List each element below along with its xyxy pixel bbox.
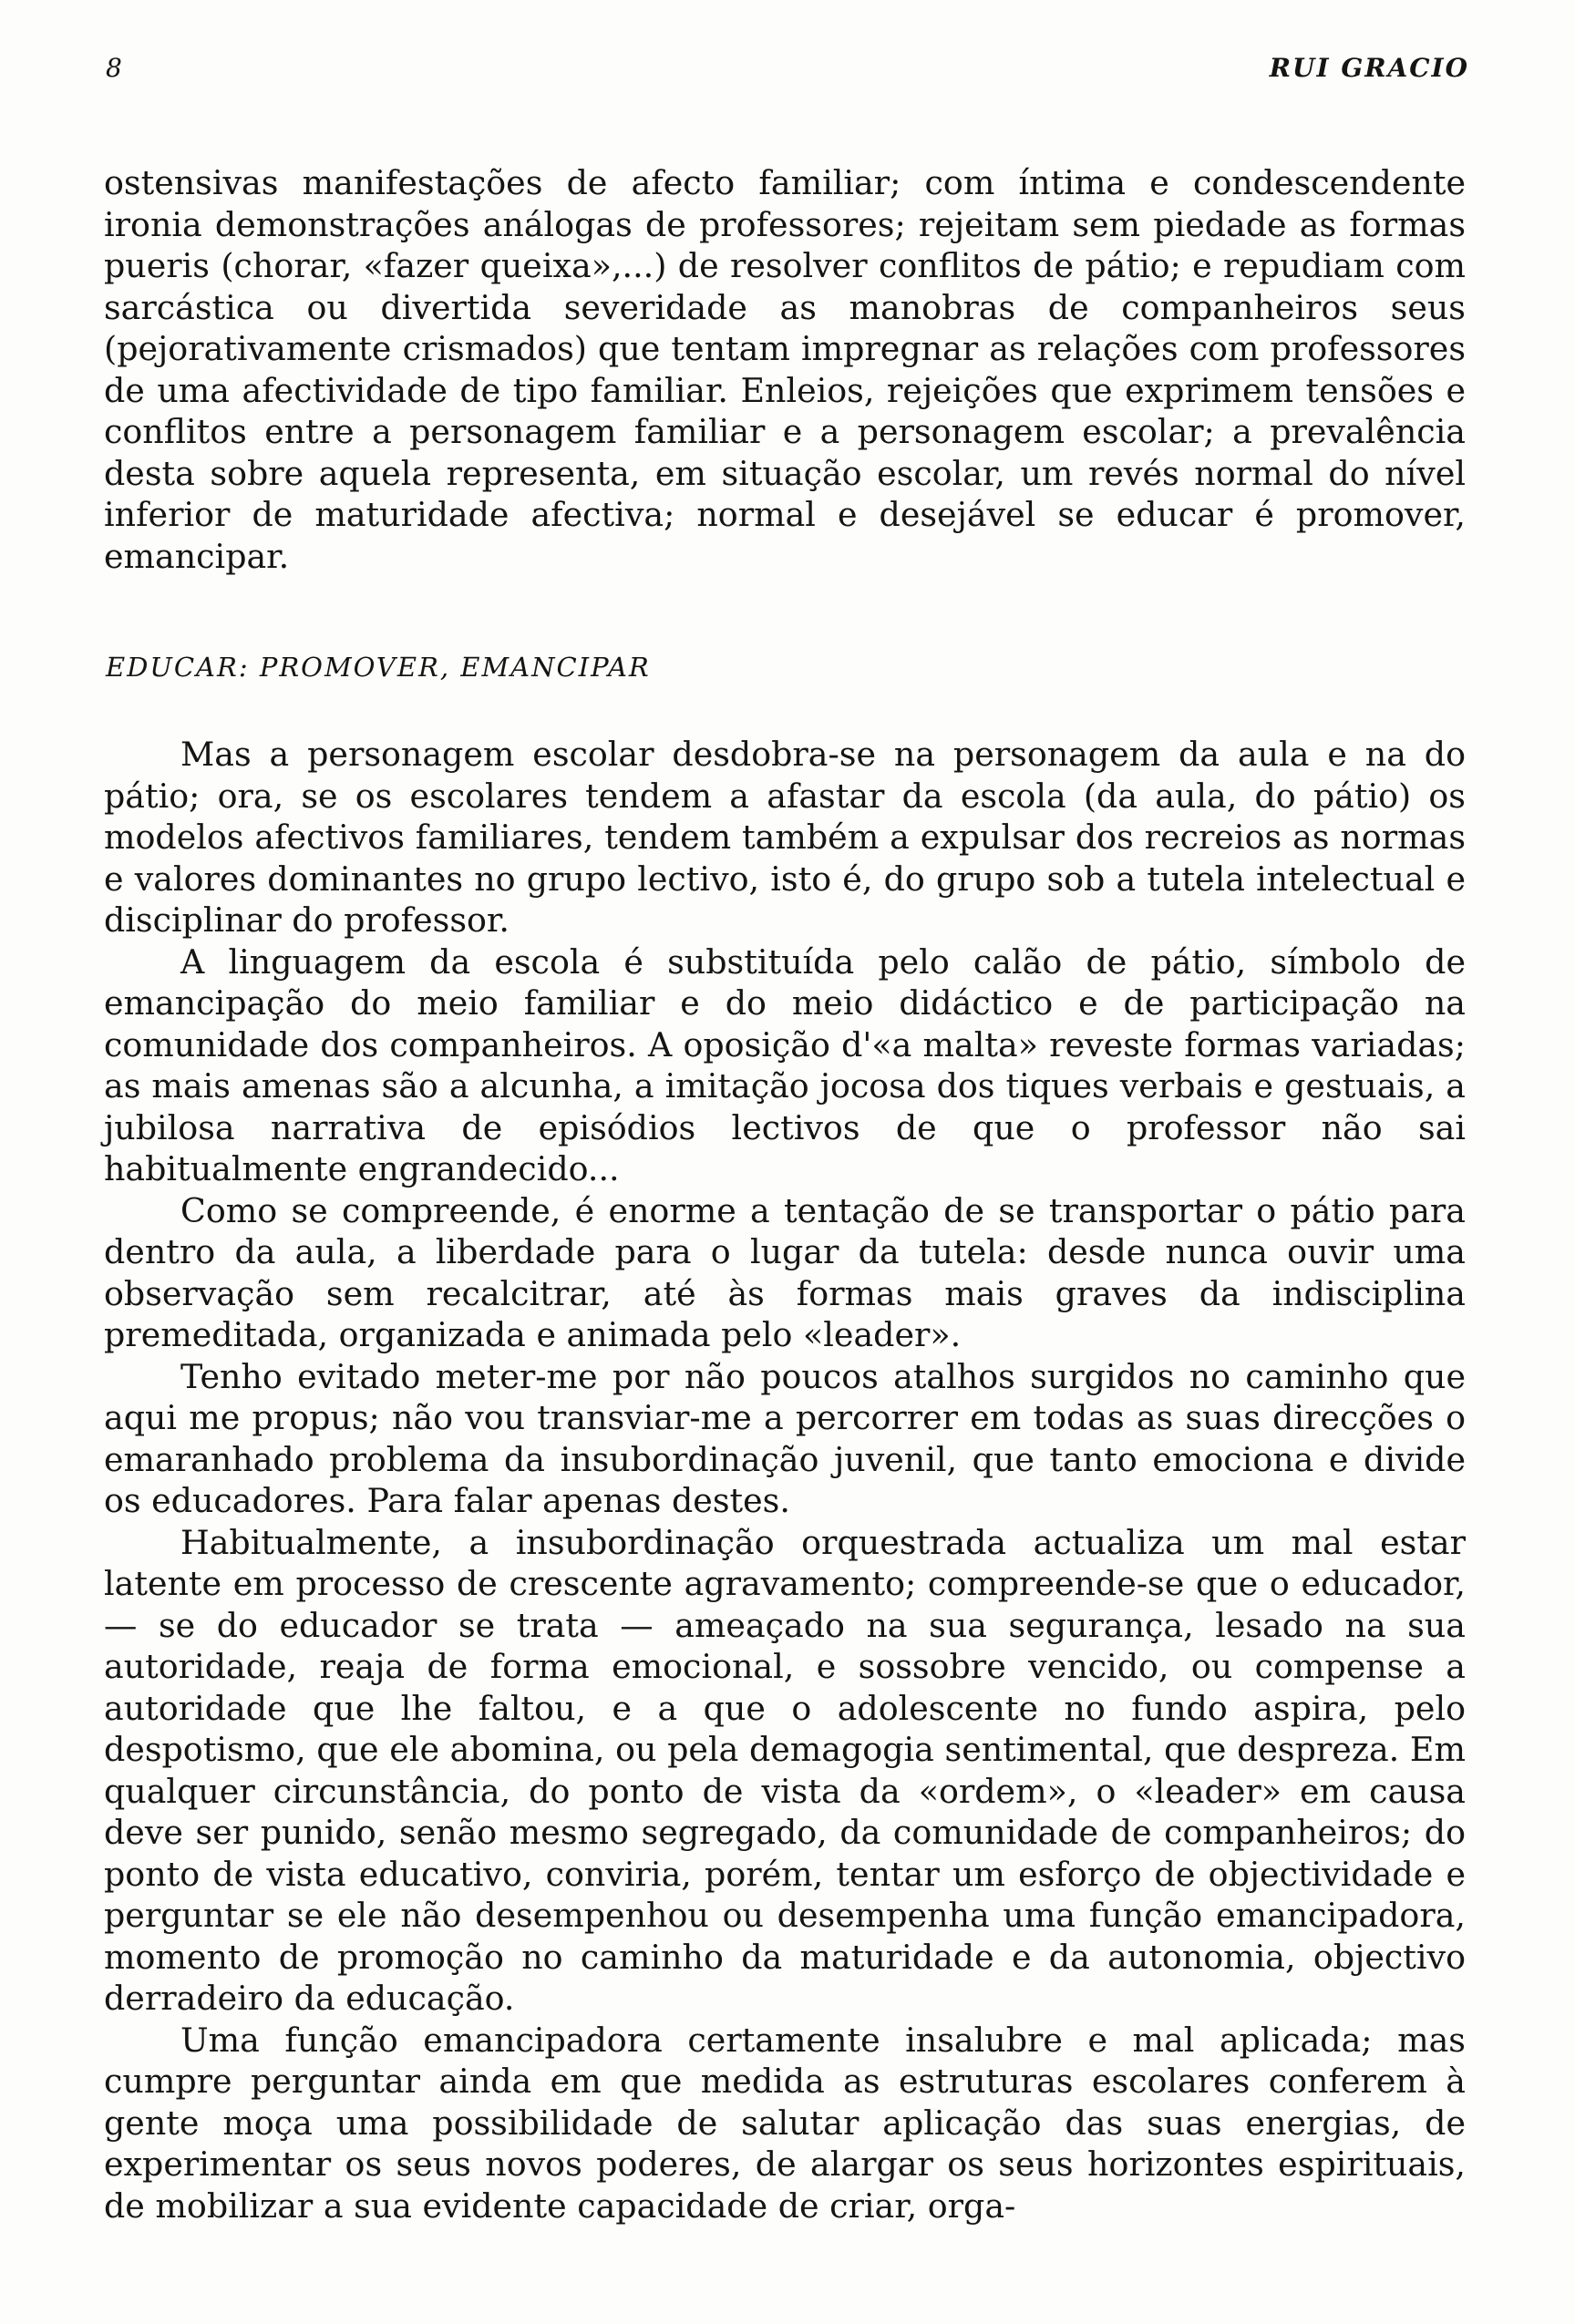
paragraph: Uma função emancipadora certamente insalubre e mal aplicada; mas cumpre perguntar ainda em que medida as estruturas escolares conferem à gente moça uma possibilidade de salutar aplicação das suas energias, de experimentar os seus novos poderes, de alargar os seus horizontes espirituais, de mobilizar a sua evidente capacidade de criar, orga- [104, 2020, 1466, 2226]
page-number: 8 [106, 53, 123, 83]
paragraph: Tenho evitado meter-me por não poucos atalhos surgidos no caminho que aqui me propus; não vou transviar-me a percorrer em todas as suas direcções o emaranhado problema da insubordinação juvenil, que tanto emociona e divide os educadores. Para falar apenas destes. [104, 1356, 1466, 1520]
paragraph: Mas a personagem escolar desdobra-se na personagem da aula e na do pátio; ora, se os escolares tendem a afastar da escola (da aula, do pátio) os modelos afectivos familiares, tendem também a expulsar dos recreios as normas e valores dominantes no grupo lectivo, isto é, do grupo sob a tutela intelectual e disciplinar do professor. [104, 735, 1466, 940]
intro-text [104, 162, 1466, 577]
paragraph: Como se compreende, é enorme a tentação de se transportar o pátio para dentro da aula, a liberdade para o lugar da tutela: desde nunca ouvir uma observação sem recalcitrar, até às formas mais graves da indisciplina premeditada, organizada e animada pelo «leader». [104, 1190, 1466, 1354]
running-head-author: RUI GRACIO [1269, 53, 1469, 83]
running-head [106, 53, 1469, 86]
paragraph: Habitualmente, a insubordinação orquestrada actualiza um mal estar latente em processo de crescente agravamento; compreende-se que o educador,— se do educador se trata — ameaçado na sua segurança, lesado na sua autoridade, reaja de forma emocional, e sossobre vencido, ou compense a autoridade que lhe faltou, e a que o adolescente no fundo aspira, pelo despotismo, que ele abomina, ou pela demagogia sentimental, que despreza. Em qualquer circunstância, do ponto de vista da «ordem», o «leader» em causa deve ser punido, senão mesmo segregado, da comunidade de companheiros; do ponto de vista educativo, conviria, porém, tentar um esforço de objectividade e perguntar se ele não desempenhou ou desempenha uma função emancipadora, momento de promoção no caminho da maturidade e da autonomia, objectivo derradeiro da educação. [104, 1522, 1466, 2018]
section-heading: EDUCAR: PROMOVER, EMANCIPAR [106, 652, 651, 683]
paragraph: A linguagem da escola é substituída pelo calão de pátio, símbolo de emancipação do meio familiar e do meio didáctico e de participação na comunidade dos companheiros. A oposição d'«a malta» reveste formas variadas; as mais amenas são a alcunha, a imitação jocosa dos tiques verbais e gestuais, a jubilosa narrativa de episódios lectivos de que o professor não sai habitualmente engrandecido... [104, 941, 1466, 1188]
section-body [104, 734, 1466, 2226]
intro-paragraph: ostensivas manifestações de afecto familiar; com íntima e condescendente ironia demonstrações análogas de professores; rejeitam sem piedade as formas pueris (chorar, «fazer queixa»,...) de resolver conflitos de pátio; e repudiam com sarcástica ou divertida severidade as manobras de companheiros seus (pejorativamente crismados) que tentam impregnar as relações com professores de uma afectividade de tipo familiar. Enleios, rejeições que exprimem tensões e conflitos entre a personagem familiar e a personagem escolar; a prevalência desta sobre aquela representa, em situação escolar, um revés normal do nível inferior de maturidade afectiva; normal e desejável se educar é promover, emancipar. [104, 163, 1466, 576]
